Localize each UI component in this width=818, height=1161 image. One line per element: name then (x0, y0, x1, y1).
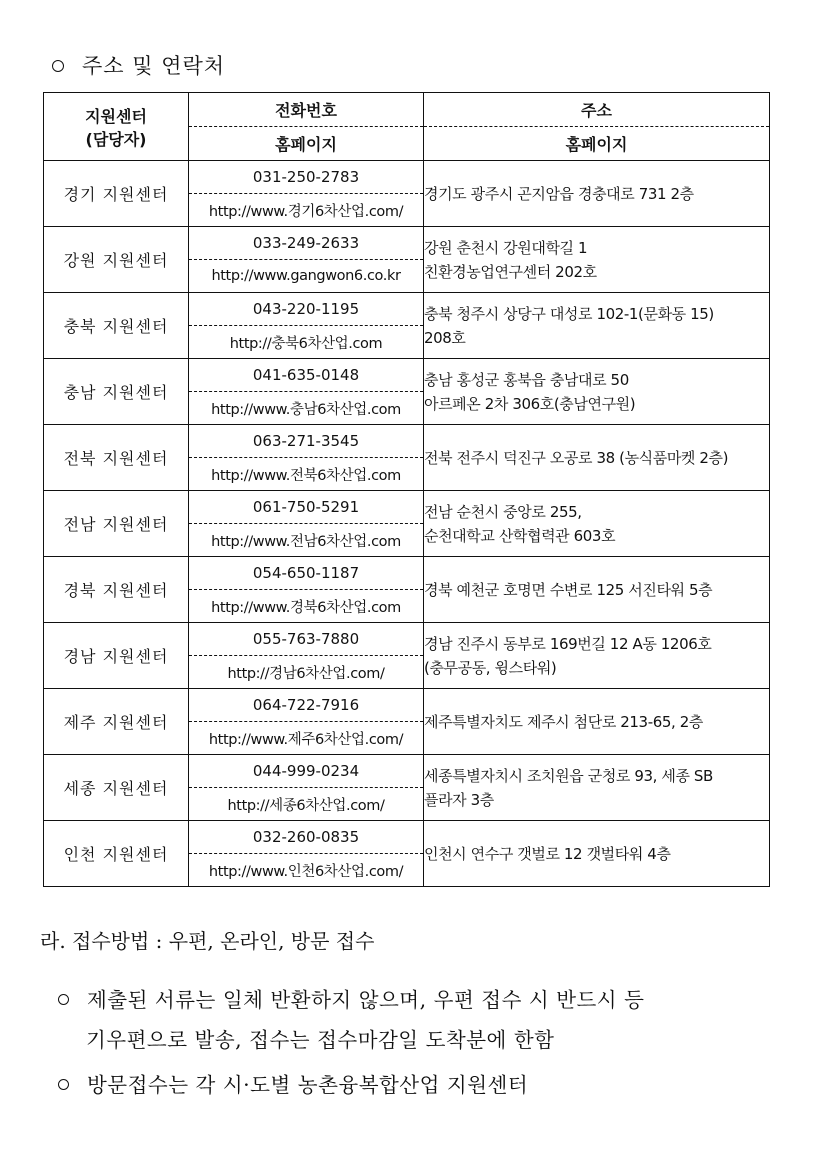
center-name: 전북 지원센터 (44, 425, 189, 491)
center-name: 경남 지원센터 (44, 623, 189, 689)
address-line: 경기도 광주시 곤지암읍 경충대로 731 2층 (424, 184, 694, 203)
homepage-link[interactable]: http://세종6차산업.com/ (189, 788, 424, 821)
address (424, 491, 770, 557)
homepage-link[interactable]: http://충북6차산업.com (189, 326, 424, 359)
address-line: 강원 춘천시 강원대학길 1 (424, 238, 588, 257)
heading-text: 주소 및 연락처 (82, 54, 226, 78)
center-name: 인천 지원센터 (44, 821, 189, 887)
address (424, 689, 770, 755)
address-line: 아르페온 2차 306호(충남연구원) (424, 394, 636, 413)
homepage-link[interactable]: http://www.경기6차산업.com/ (189, 194, 424, 227)
header-homepage: 홈페이지 (424, 127, 770, 161)
table-row (44, 557, 770, 590)
circle-bullet-icon (58, 994, 69, 1005)
address (424, 227, 770, 293)
section-heading (52, 50, 225, 80)
phone-number: 044-999-0234 (189, 755, 424, 788)
address-line: 플라자 3층 (424, 790, 494, 809)
header-phone: 전화번호 (189, 93, 424, 127)
center-name: 경기 지원센터 (44, 161, 189, 227)
homepage-link[interactable]: http://www.전남6차산업.com (189, 524, 424, 557)
phone-number: 043-220-1195 (189, 293, 424, 326)
address (424, 359, 770, 425)
paragraph-visit: 방문접수는 각 시·도별 농촌융복합산업 지원센터 (58, 1065, 778, 1105)
section-title: 라. 접수방법 : 우편, 온라인, 방문 접수 (40, 929, 375, 953)
phone-number: 033-249-2633 (189, 227, 424, 260)
address-line: 제주특별자치도 제주시 첨단로 213-65, 2층 (424, 712, 703, 731)
address (424, 557, 770, 623)
address-line: 경북 예천군 호명면 수변로 125 서진타워 5층 (424, 580, 713, 599)
phone-number: 063-271-3545 (189, 425, 424, 458)
table-row (44, 755, 770, 788)
header-address: 주소 (424, 93, 770, 127)
address-line: 세종특별자치시 조치원읍 군청로 93, 세종 SB (424, 766, 713, 785)
address-line: 친환경농업연구센터 202호 (424, 262, 597, 281)
address (424, 425, 770, 491)
homepage-link[interactable]: http://www.인천6차산업.com/ (189, 854, 424, 887)
header-center: 지원센터 (담당자) (44, 93, 189, 161)
table-row (44, 161, 770, 194)
table-row (44, 821, 770, 854)
phone-number: 041-635-0148 (189, 359, 424, 392)
address (424, 821, 770, 887)
homepage-link[interactable]: http://www.제주6차산업.com/ (189, 722, 424, 755)
center-name: 강원 지원센터 (44, 227, 189, 293)
table-row (44, 359, 770, 392)
paragraph-return-policy: 제출된 서류는 일체 반환하지 않으며, 우편 접수 시 반드시 등 기우편으로 발송, 접수는 접수마감일 도착분에 한함 (58, 980, 778, 1060)
address (424, 161, 770, 227)
homepage-link[interactable]: http://www.경북6차산업.com (189, 590, 424, 623)
homepage-link[interactable]: http://경남6차산업.com/ (189, 656, 424, 689)
phone-number: 031-250-2783 (189, 161, 424, 194)
address-line: 인천시 연수구 갯벌로 12 갯벌타워 4층 (424, 844, 671, 863)
circle-bullet-icon (52, 60, 64, 72)
table-header-row (44, 93, 770, 127)
address-line: 충북 청주시 상당구 대성로 102-1(문화동 15) (424, 304, 714, 323)
address (424, 623, 770, 689)
table-row (44, 689, 770, 722)
center-name: 충남 지원센터 (44, 359, 189, 425)
address (424, 293, 770, 359)
header-homepage: 홈페이지 (189, 127, 424, 161)
homepage-link[interactable]: http://www.gangwon6.co.kr (189, 260, 424, 293)
homepage-link[interactable]: http://www.충남6차산업.com (189, 392, 424, 425)
center-name: 전남 지원센터 (44, 491, 189, 557)
homepage-link[interactable]: http://www.전북6차산업.com (189, 458, 424, 491)
address-line: 충남 홍성군 홍북읍 충남대로 50 (424, 370, 629, 389)
phone-number: 061-750-5291 (189, 491, 424, 524)
address (424, 755, 770, 821)
circle-bullet-icon (58, 1079, 69, 1090)
table-row (44, 293, 770, 326)
center-name: 충북 지원센터 (44, 293, 189, 359)
table-body (44, 161, 770, 887)
phone-number: 032-260-0835 (189, 821, 424, 854)
center-name: 제주 지원센터 (44, 689, 189, 755)
center-name: 경북 지원센터 (44, 557, 189, 623)
address-line: 경남 진주시 동부로 169번길 12 A동 1206호 (424, 634, 712, 653)
table-row (44, 491, 770, 524)
address-line: 전북 전주시 덕진구 오공로 38 (농식품마켓 2층) (424, 448, 729, 467)
center-name: 세종 지원센터 (44, 755, 189, 821)
phone-number: 054-650-1187 (189, 557, 424, 590)
phone-number: 055-763-7880 (189, 623, 424, 656)
table-row (44, 425, 770, 458)
table-row (44, 623, 770, 656)
table-row (44, 227, 770, 260)
address-line: 208호 (424, 328, 466, 347)
support-center-table (43, 92, 770, 887)
address-line: (충무공동, 윙스타워) (424, 658, 557, 677)
phone-number: 064-722-7916 (189, 689, 424, 722)
address-line: 전남 순천시 중앙로 255, (424, 502, 582, 521)
address-line: 순천대학교 산학협력관 603호 (424, 526, 616, 545)
